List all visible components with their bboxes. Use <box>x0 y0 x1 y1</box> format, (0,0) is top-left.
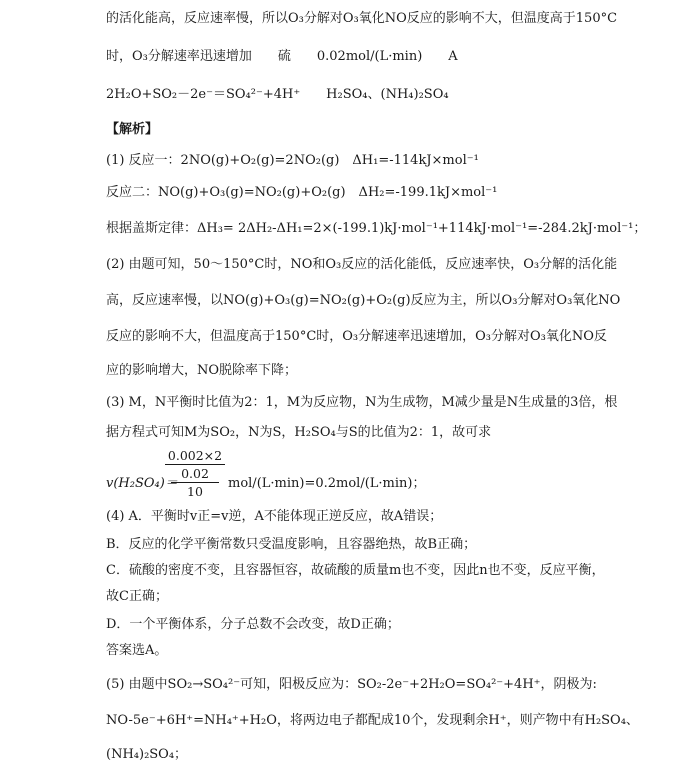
reaction-two: 反应二：NO(g)+O₃(g)=NO₂(g)+O₂(g) ΔH₂=-199.1kJ×mol⁻¹ <box>106 185 498 200</box>
part2-line-1: (2) 由题可知，50～150°C时，NO和O₃反应的活化能低，反应速率快，O₃分解的活化能 <box>106 257 618 272</box>
inner-numerator: 0.02 <box>181 466 209 481</box>
part4-c: C．硫酸的密度不变，且容器恒容，故硫酸的质量m也不变，因此n也不变，反应平衡， <box>106 563 605 578</box>
rate-formula-lhs: v(H₂SO₄)＝ <box>106 476 178 491</box>
part2-line-2: 高，反应速率慢，以NO(g)+O₃(g)=NO₂(g)+O₂(g)反应为主，所以O₃分解对O₃氧化NO <box>106 293 621 308</box>
part4-d: D．一个平衡体系，分子总数不会改变，故D正确； <box>106 617 400 632</box>
answer-choice: 答案选A。 <box>106 643 168 658</box>
text-line-3-answers: 2H₂O+SO₂－2e⁻＝SO₄²⁻+4H⁺ H₂SO₄、(NH₄)₂SO₄ <box>106 87 449 102</box>
rate-formula-rhs: mol/(L·min)=0.2mol/(L·min)； <box>228 476 426 491</box>
part5-line-3: (NH₄)₂SO₄； <box>106 747 188 762</box>
fraction-bar <box>165 464 225 465</box>
text-line-1: 的活化能高，反应速率慢，所以O₃分解对O₃氧化NO反应的影响不大，但温度高于150°C <box>106 11 618 26</box>
reaction-one: (1) 反应一：2NO(g)+O₂(g)=2NO₂(g) ΔH₁=-114kJ×mol⁻¹ <box>106 153 479 168</box>
inner-fraction-bar <box>171 482 219 483</box>
part5-line-2: NO-5e⁻+6H⁺=NH₄⁺+H₂O，将两边电子都配成10个，发现剩余H⁺，则产物中有H₂SO₄、 <box>106 713 639 728</box>
inner-denominator: 10 <box>187 484 203 499</box>
part3-line-2: 据方程式可知M为SO₂，N为S，H₂SO₄与S的比值为2：1，故可求 <box>106 425 492 440</box>
text-line-2-answers: 时，O₃分解速率迅速增加 硫 0.02mol/(L·min) A <box>106 49 458 64</box>
fraction-numerator: 0.002×2 <box>167 448 223 463</box>
part3-line-1: (3) M，N平衡时比值为2：1，M为反应物，N为生成物，M减少量是N生成量的3倍，根 <box>106 395 618 410</box>
rate-fraction <box>165 448 225 499</box>
part4-b: B．反应的化学平衡常数只受温度影响，且容器绝热，故B正确； <box>106 537 477 552</box>
part4-a: (4) A．平衡时v正=v逆，A不能体现正逆反应，故A错误； <box>106 509 443 524</box>
part2-line-4: 应的影响增大，NO脱除率下降； <box>106 363 298 378</box>
fraction-denominator <box>171 466 219 499</box>
part2-line-3: 反应的影响不大，但温度高于150°C时，O₃分解速率迅速增加，O₃分解对O₃氧化NO反 <box>106 329 607 344</box>
hess-law-line: 根据盖斯定律：ΔH₃= 2ΔH₂-ΔH₁=2×(-199.1)kJ·mol⁻¹+114kJ·mol⁻¹=-284.2kJ·mol⁻¹； <box>106 221 647 236</box>
part4-c-cont: 故C正确； <box>106 589 168 604</box>
part5-line-1: (5) 由题中SO₂→SO₄²⁻可知，阳极反应为：SO₂-2e⁻+2H₂O=SO₄²⁻+4H⁺，阴极为: <box>106 677 597 692</box>
analysis-heading: 【解析】 <box>106 122 159 137</box>
